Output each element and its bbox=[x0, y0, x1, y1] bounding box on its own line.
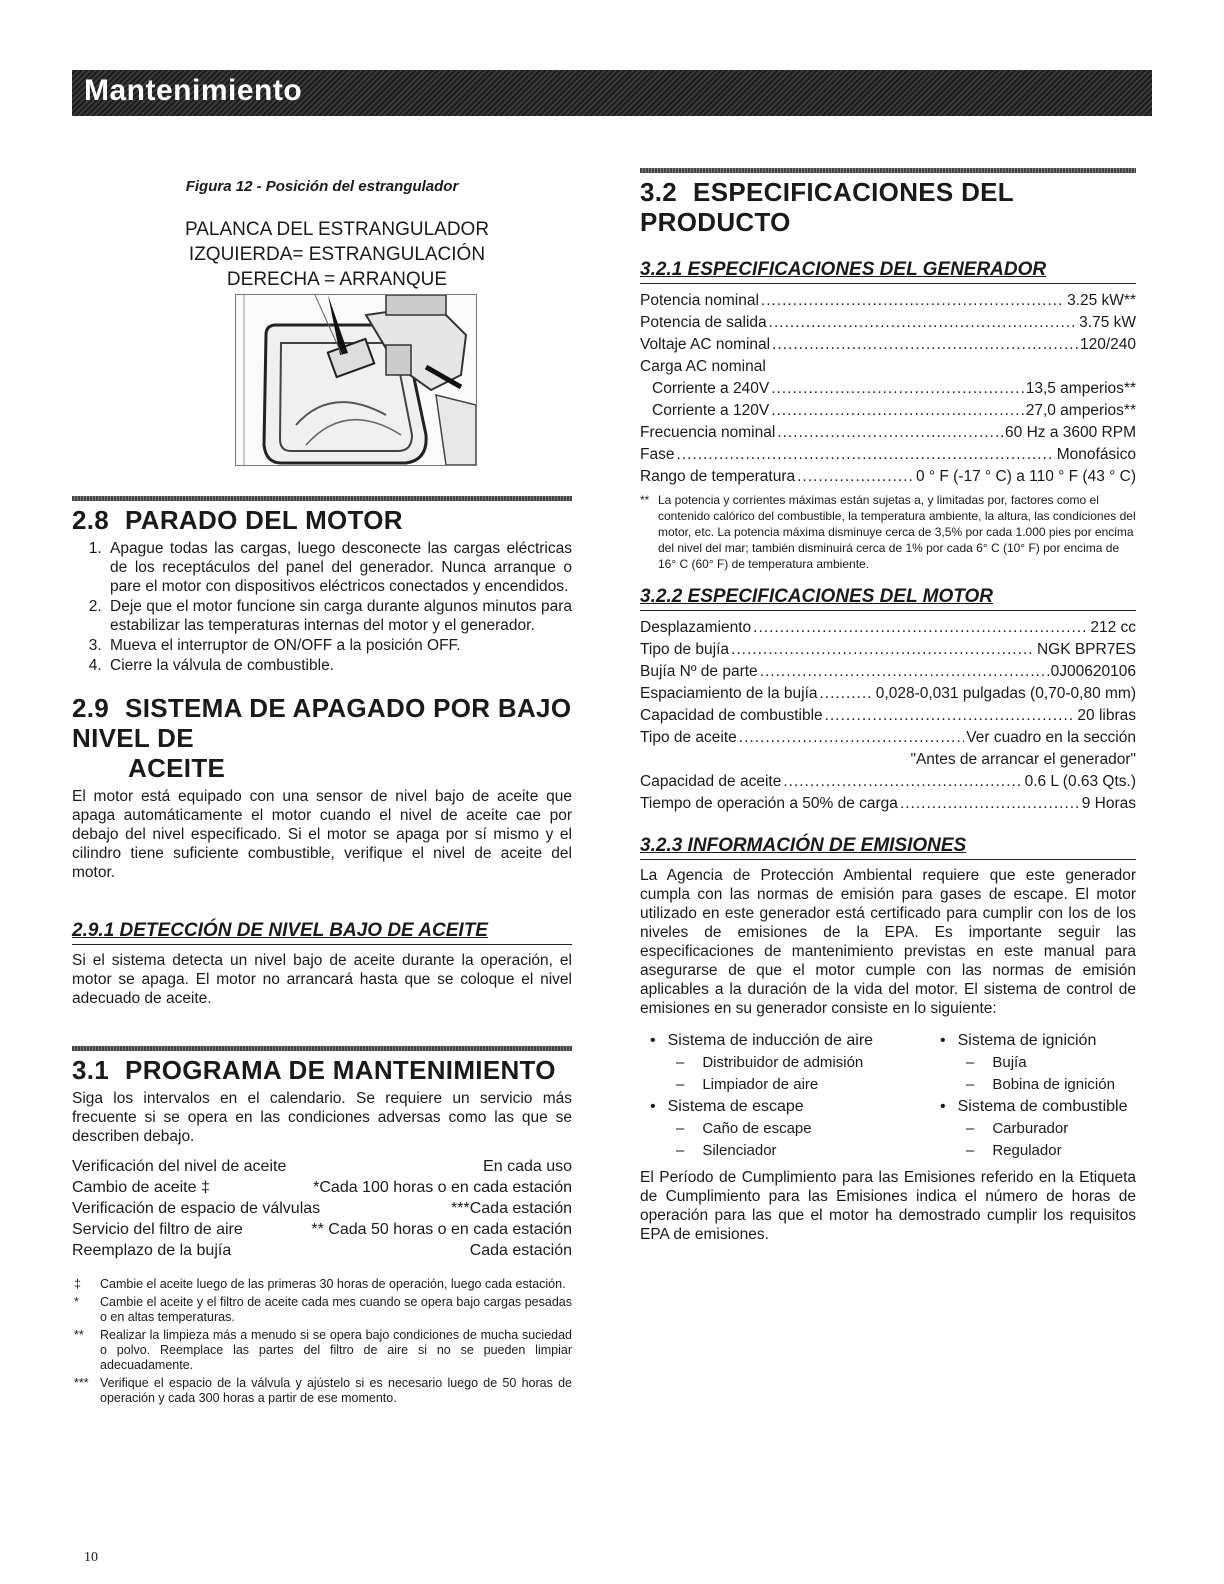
list-item: – Bobina de ignición bbox=[930, 1074, 1136, 1096]
table-row bbox=[72, 1240, 572, 1261]
generator-spec-list bbox=[640, 290, 1136, 488]
spec-label: Carga AC nominal bbox=[640, 358, 766, 375]
list-item: – Distribuidor de admisión bbox=[640, 1052, 930, 1074]
shutdown-steps bbox=[72, 539, 572, 675]
subsection-text: Si el sistema detecta un nivel bajo de aceite durante la operación, el motor se apaga. El motor no arrancará hasta que se coloque el nivel adecuado de aceite. bbox=[72, 952, 572, 1007]
section-number: 2.9 bbox=[72, 693, 110, 723]
section-heading: ESPECIFICACIONES DEL PRODUCTO bbox=[640, 177, 1014, 237]
list-item: • Sistema de ignición bbox=[930, 1030, 1136, 1052]
section-3-2 bbox=[640, 168, 1136, 237]
schedule-task: Reemplazo de la bujía bbox=[72, 1242, 232, 1259]
choke-lever-drawing bbox=[236, 295, 476, 465]
section-3-2-3 bbox=[640, 835, 1136, 1244]
spec-row bbox=[640, 793, 1136, 815]
spec-footnote bbox=[640, 492, 1136, 572]
spec-label: Tiempo de operación a 50% de carga bbox=[640, 795, 898, 812]
spec-value: 27,0 amperios** bbox=[1025, 402, 1136, 419]
spec-row bbox=[640, 617, 1136, 639]
section-2-9 bbox=[72, 693, 572, 882]
section-rule bbox=[72, 1046, 572, 1051]
schedule-interval: ***Cada estación bbox=[451, 1200, 572, 1217]
footnote-text: Realizar la limpieza más a menudo si se opera bajo condiciones de mucha suciedad o polvo. Reemplace las partes del filtro de aire si no se pueden limpiar adecuadamente. bbox=[100, 1328, 572, 1372]
spec-value: 120/240 bbox=[1079, 336, 1136, 353]
spec-value: 0J00620106 bbox=[1050, 663, 1136, 680]
spec-row bbox=[640, 639, 1136, 661]
spec-row bbox=[640, 312, 1136, 334]
spec-group-label bbox=[640, 356, 1136, 378]
footnote-mark: ** bbox=[74, 1328, 84, 1342]
spec-row bbox=[640, 705, 1136, 727]
footnote-mark: ** bbox=[640, 493, 650, 507]
spec-label: Corriente a 240V bbox=[652, 380, 770, 397]
spec-label: Bujía Nº de parte bbox=[640, 663, 758, 680]
figure-label-left: IZQUIERDA= ESTRANGULACIÓN bbox=[188, 244, 486, 265]
figure-labels bbox=[102, 217, 572, 292]
subsection-header bbox=[640, 259, 1136, 284]
subsection-header bbox=[640, 586, 1136, 611]
footnote-mark: *** bbox=[74, 1376, 89, 1390]
spec-row bbox=[640, 661, 1136, 683]
section-text: Siga los intervalos en el calendario. Se requiere un servicio más frecuente si se opera en las condiciones adversas como las que se describen debajo. bbox=[72, 1090, 572, 1145]
maintenance-schedule bbox=[72, 1156, 572, 1261]
list-item: – Bujía bbox=[930, 1052, 1136, 1074]
spec-label: Potencia nominal bbox=[640, 292, 759, 309]
list-item: – Limpiador de aire bbox=[640, 1074, 930, 1096]
spec-value: 3.25 kW** bbox=[1067, 292, 1136, 309]
section-title bbox=[640, 177, 1136, 237]
section-title bbox=[72, 505, 572, 535]
section-2-9-1 bbox=[72, 920, 572, 1008]
subsection-header bbox=[640, 835, 1136, 860]
spec-label: Espaciamiento de la bujía bbox=[640, 685, 818, 702]
spec-row bbox=[640, 771, 1136, 793]
footnote bbox=[72, 1277, 572, 1292]
list-item: 3. Mueva el interruptor de ON/OFF a la posición OFF. bbox=[106, 636, 572, 655]
schedule-interval: ** Cada 50 horas o en cada estación bbox=[311, 1221, 572, 1238]
spec-value: Ver cuadro en la sección bbox=[966, 729, 1136, 746]
list-item: 1. Apague todas las cargas, luego desconecte las cargas eléctricas de los receptáculos del panel del generador. Nunca arranque o pare el motor con dispositivos eléctricos conectados y encendidos. bbox=[106, 539, 572, 596]
schedule-interval: Cada estación bbox=[469, 1242, 572, 1259]
section-heading-continued: ACEITE bbox=[128, 753, 226, 783]
schedule-task: Cambio de aceite ‡ bbox=[72, 1179, 210, 1196]
emissions-components-list bbox=[640, 1030, 1136, 1162]
footnote bbox=[72, 1376, 572, 1406]
list-item: – Caño de escape bbox=[640, 1118, 930, 1140]
subsection-title: 3.2.1 ESPECIFICACIONES DEL GENERADOR bbox=[640, 259, 1047, 280]
spec-label: Desplazamiento bbox=[640, 619, 752, 636]
spec-row bbox=[640, 334, 1136, 356]
footnote-text: La potencia y corrientes máximas están sujetas a, y limitadas por, factores como el contenido calórico del combustible, la temperatura ambiente, la altura, las condiciones del motor, etc. La potencia máxima disminuye cerca de 3,5% por cada 1.000 pies por encima del nivel del mar; también disminuirá cerca de 1% por cada 6° C (10° F) por encima de 16° C (60° F) de temperatura ambiente. bbox=[658, 493, 1136, 571]
spec-value: 0.6 L (0.63 Qts.) bbox=[1024, 773, 1136, 790]
footnote bbox=[72, 1328, 572, 1373]
section-text: El motor está equipado con una sensor de nivel bajo de aceite que apaga automáticamente el motor cuando el nivel de aceite cae por debajo del nivel especificado. Si el motor se apaga por sí mismo y el cilindro tiene suficiente combustible, verifique el nivel de aceite del motor. bbox=[72, 788, 572, 881]
schedule-task: Servicio del filtro de aire bbox=[72, 1221, 243, 1238]
spec-value: 212 cc bbox=[1090, 619, 1136, 636]
spec-row bbox=[640, 727, 1136, 749]
spec-value: 3.75 kW bbox=[1079, 314, 1136, 331]
spec-row bbox=[640, 290, 1136, 312]
spec-row bbox=[640, 683, 1136, 705]
page-header-title: Mantenimiento bbox=[84, 74, 303, 107]
spec-row bbox=[640, 378, 1136, 400]
section-number: 3.1 bbox=[72, 1055, 110, 1085]
spec-label: Tipo de aceite bbox=[640, 729, 737, 746]
spec-value: 60 Hz a 3600 RPM bbox=[1005, 424, 1136, 441]
spec-label: Tipo de bujía bbox=[640, 641, 730, 658]
footnote-mark: * bbox=[74, 1295, 79, 1309]
list-item: • Sistema de escape bbox=[640, 1096, 930, 1118]
spec-row bbox=[640, 466, 1136, 488]
spec-row bbox=[640, 444, 1136, 466]
section-number: 2.8 bbox=[72, 505, 110, 535]
subsection-title: 2.9.1 DETECCIÓN DE NIVEL BAJO DE ACEITE bbox=[72, 920, 488, 941]
engine-spec-list bbox=[640, 617, 1136, 815]
footnote bbox=[72, 1295, 572, 1325]
schedule-task: Verificación del nivel de aceite bbox=[72, 1158, 287, 1175]
choke-lever-illustration bbox=[235, 294, 477, 466]
spec-value: 20 libras bbox=[1077, 707, 1136, 724]
subsection-title: 3.2.2 ESPECIFICACIONES DEL MOTOR bbox=[640, 586, 993, 607]
spec-value: 0 ° F (-17 ° C) a 110 ° F (43 ° C) bbox=[915, 468, 1136, 485]
spec-value: NGK BPR7ES bbox=[1036, 641, 1136, 658]
list-item: – Carburador bbox=[930, 1118, 1136, 1140]
subsection-text: La Agencia de Protección Ambiental requiere que este generador cumpla con las normas de emisión para gases de escape. El motor utilizado en este generador está certificado para cumplir con los de los niveles de emisiones de la EPA. Es importante seguir las especificaciones de mantenimiento previstas en este manual para asegurarse de que el motor cumple con las normas de emisión aplicables a la duración de la vida del motor. El sistema de control de emisiones en su generador consiste en lo siguiente: bbox=[640, 867, 1136, 1017]
spec-row bbox=[640, 422, 1136, 444]
figure-label-right: DERECHA = ARRANQUE bbox=[226, 269, 448, 290]
table-row bbox=[72, 1219, 572, 1240]
spec-label: Potencia de salida bbox=[640, 314, 767, 331]
spec-value: 13,5 amperios** bbox=[1025, 380, 1136, 397]
spec-value: Monofásico bbox=[1056, 446, 1136, 463]
list-item: 2. Deje que el motor funcione sin carga durante algunos minutos para estabilizar las temperaturas internas del motor y el generador. bbox=[106, 597, 572, 635]
spec-label: Frecuencia nominal bbox=[640, 424, 776, 441]
spec-label: Rango de temperatura bbox=[640, 468, 796, 485]
section-heading: PROGRAMA DE MANTENIMIENTO bbox=[125, 1055, 556, 1085]
section-heading: SISTEMA DE APAGADO POR BAJO NIVEL DE bbox=[72, 693, 572, 753]
schedule-interval: *Cada 100 horas o en cada estación bbox=[313, 1179, 572, 1196]
spec-continuation: "Antes de arrancar el generador" bbox=[910, 751, 1136, 768]
subsection-header bbox=[72, 920, 572, 945]
spec-label: Capacidad de combustible bbox=[640, 707, 823, 724]
section-number: 3.2 bbox=[640, 177, 678, 207]
footnote-text: Cambie el aceite y el filtro de aceite cada mes cuando se opera bajo cargas pesadas o en altas temperaturas. bbox=[100, 1295, 572, 1324]
section-title bbox=[72, 693, 572, 783]
list-item: – Silenciador bbox=[640, 1140, 930, 1162]
table-row bbox=[72, 1177, 572, 1198]
spec-label: Fase bbox=[640, 446, 675, 463]
section-title bbox=[72, 1055, 572, 1085]
section-3-2-1 bbox=[640, 259, 1136, 572]
left-column bbox=[72, 168, 572, 1409]
list-item: • Sistema de inducción de aire bbox=[640, 1030, 930, 1052]
schedule-task: Verificación de espacio de válvulas bbox=[72, 1200, 321, 1217]
section-2-8 bbox=[72, 496, 572, 675]
list-item: – Regulador bbox=[930, 1140, 1136, 1162]
table-row bbox=[72, 1156, 572, 1177]
section-3-1 bbox=[72, 1046, 572, 1406]
section-rule bbox=[640, 168, 1136, 173]
section-rule bbox=[72, 496, 572, 501]
spec-value: 0,028-0,031 pulgadas (0,70-0,80 mm) bbox=[875, 685, 1136, 702]
spec-label: Voltaje AC nominal bbox=[640, 336, 771, 353]
figure-caption: Figura 12 - Posición del estrangulador bbox=[185, 178, 459, 195]
footnote-text: Cambie el aceite luego de las primeras 30 horas de operación, luego cada estación. bbox=[100, 1277, 566, 1291]
section-3-2-2 bbox=[640, 586, 1136, 815]
page-number: 10 bbox=[84, 1550, 98, 1565]
schedule-interval: En cada uso bbox=[483, 1158, 572, 1175]
spec-label: Capacidad de aceite bbox=[640, 773, 782, 790]
section-heading: PARADO DEL MOTOR bbox=[125, 505, 403, 535]
list-item: • Sistema de combustible bbox=[930, 1096, 1136, 1118]
footnote-mark: ‡ bbox=[74, 1277, 81, 1291]
schedule-footnotes bbox=[72, 1277, 572, 1406]
figure-label-choke-lever: PALANCA DEL ESTRANGULADOR bbox=[184, 219, 490, 240]
list-item: 4. Cierre la válvula de combustible. bbox=[106, 656, 572, 675]
spec-value: 9 Horas bbox=[1081, 795, 1136, 812]
right-column bbox=[640, 168, 1136, 1244]
table-row bbox=[72, 1198, 572, 1219]
spec-row bbox=[640, 400, 1136, 422]
subsection-title: 3.2.3 INFORMACIÓN DE EMISIONES bbox=[640, 835, 967, 856]
spec-label: Corriente a 120V bbox=[652, 402, 770, 419]
closing-text: El Período de Cumplimiento para las Emisiones referido en la Etiqueta de Cumplimiento para las Emisiones indica el número de horas de operación para las que el motor ha demostrado cumplir los requisitos EPA de emisiones. bbox=[640, 1169, 1136, 1243]
footnote-text: Verifique el espacio de la válvula y ajústelo si es necesario luego de 50 horas de operación y cada 300 horas a partir de ese momento. bbox=[100, 1376, 572, 1405]
